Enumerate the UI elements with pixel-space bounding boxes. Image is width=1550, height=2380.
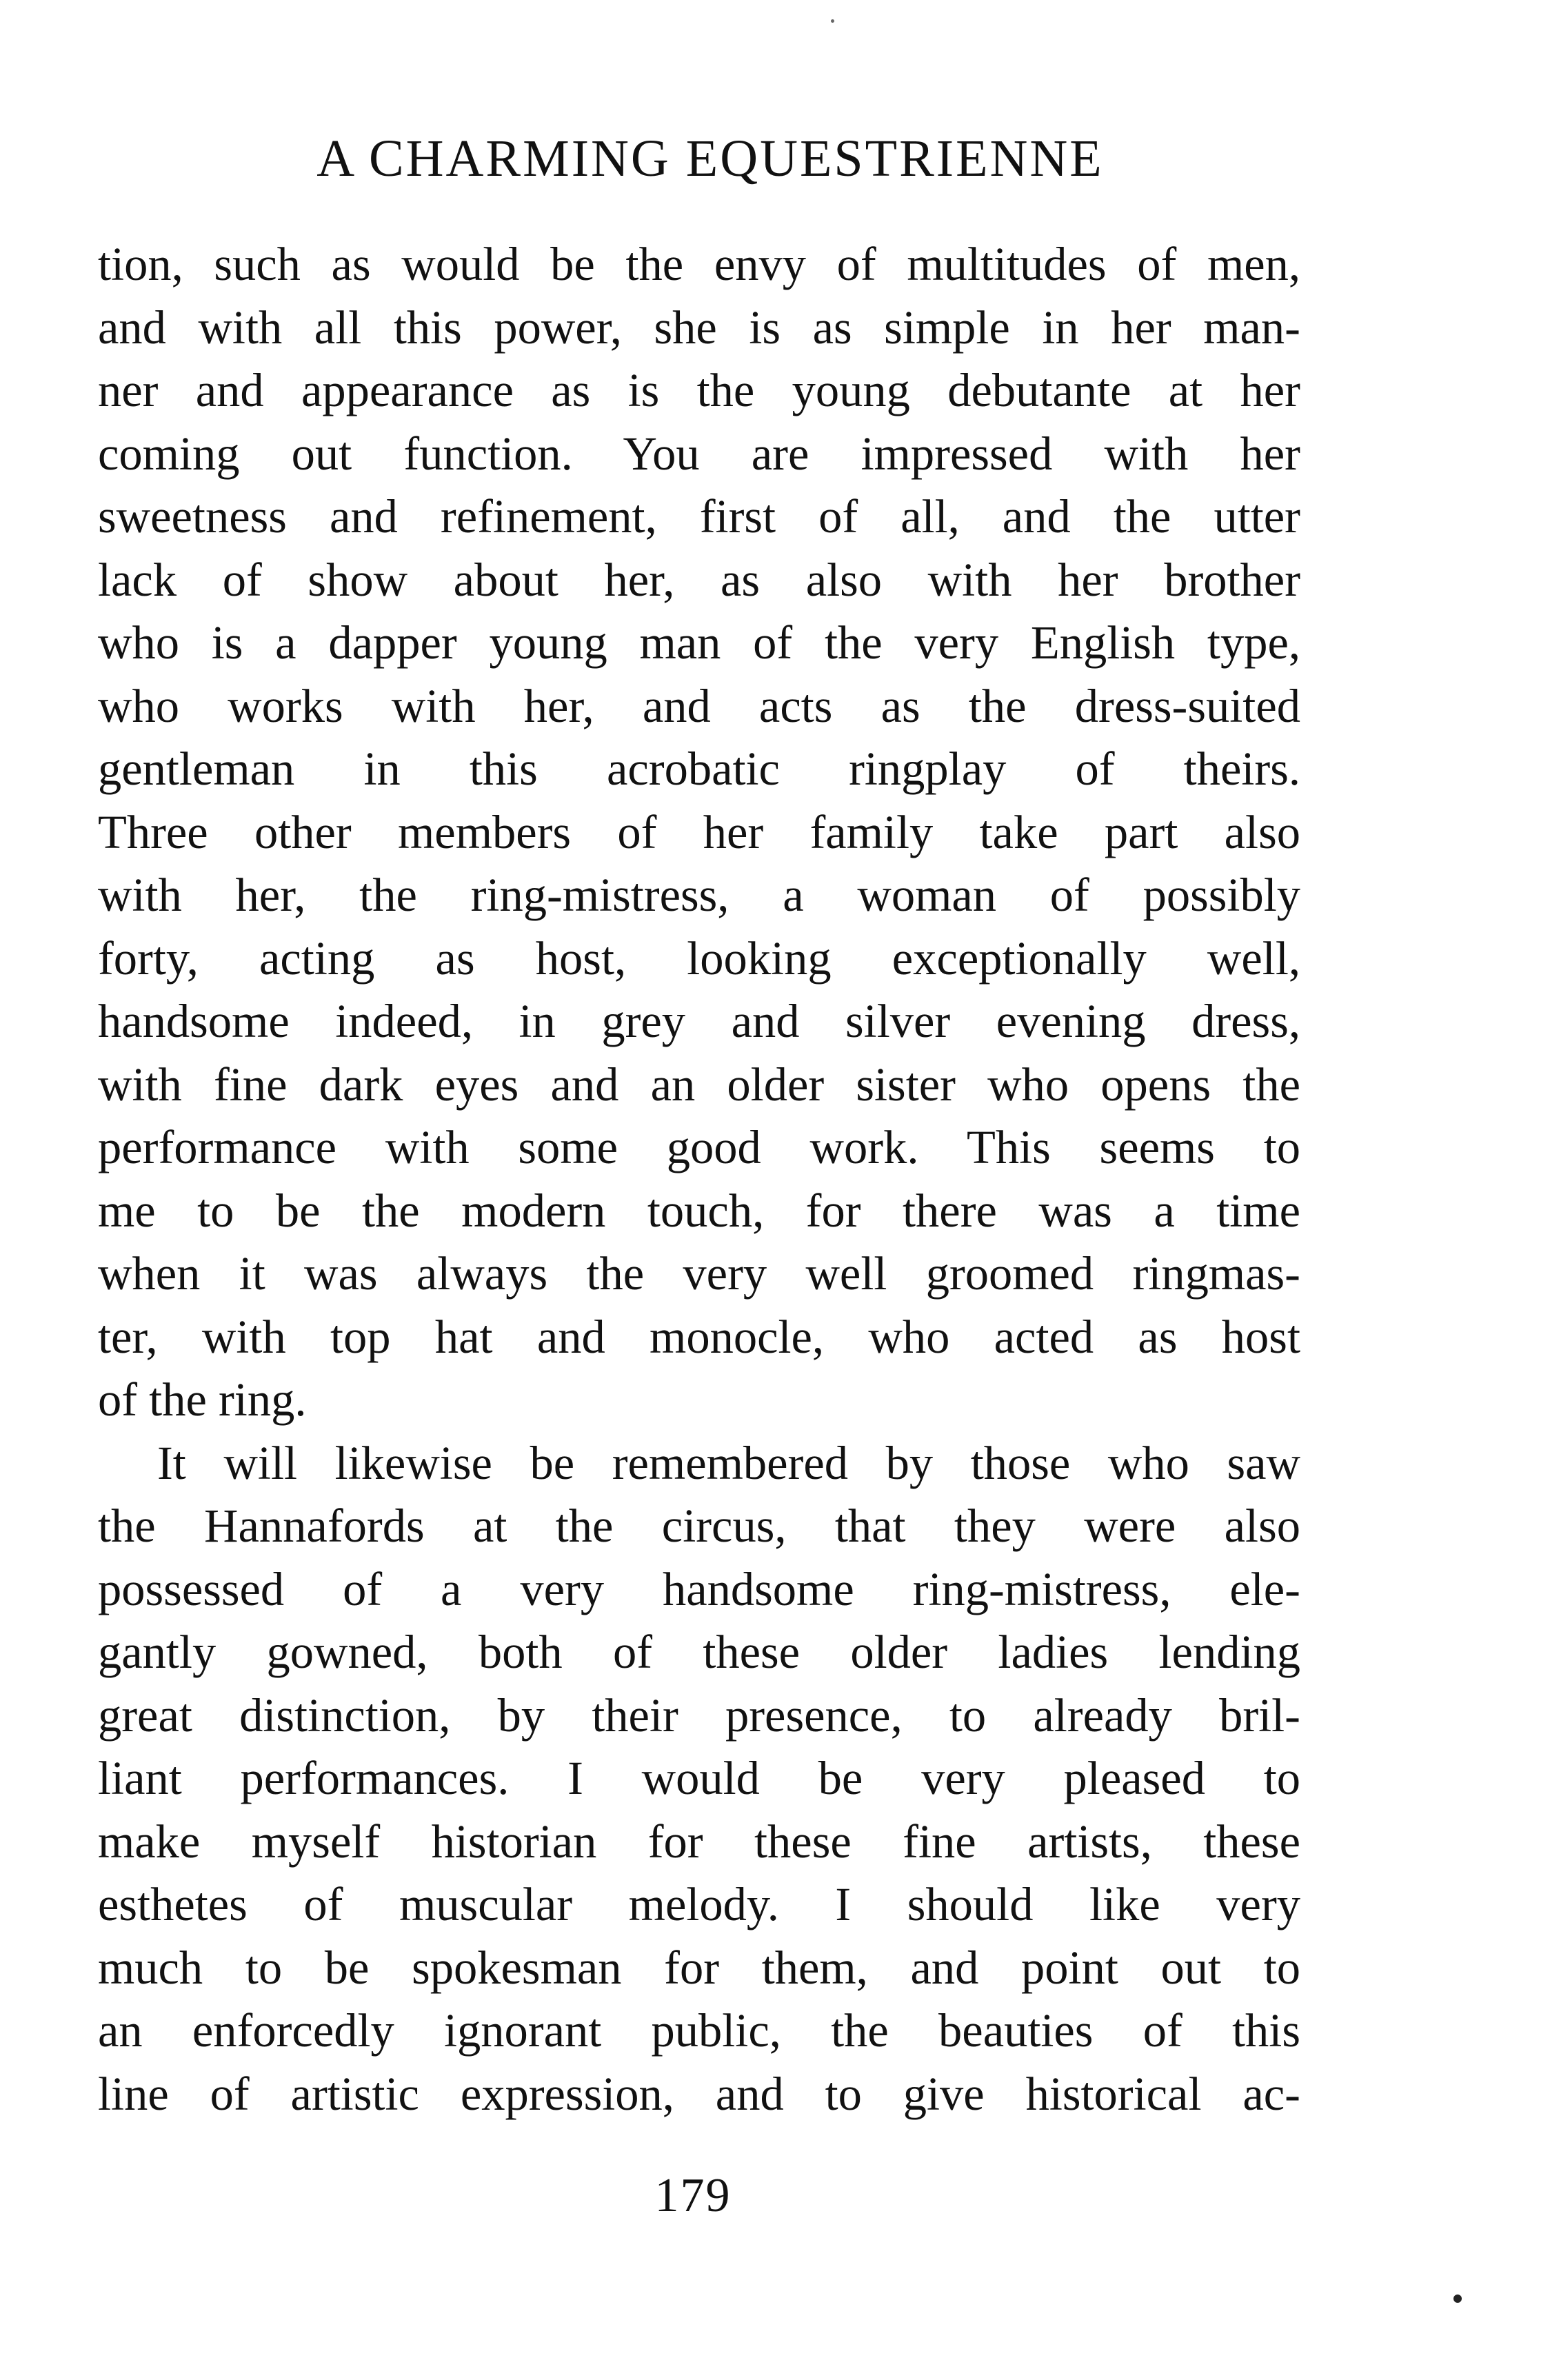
- ink-speck: [831, 19, 834, 23]
- text-line: coming out function. You are impressed with her: [98, 427, 1300, 480]
- text-line: liant performances. I would be very pleased to: [98, 1752, 1300, 1804]
- text-line: It will likewise be remembered by those who saw: [157, 1436, 1300, 1489]
- text-line: line of artistic expression, and to give historical ac-: [98, 2067, 1300, 2120]
- text-line: the Hannafords at the circus, that they were also: [98, 1500, 1300, 1552]
- text-line: esthetes of muscular melody. I should like very: [98, 1878, 1300, 1930]
- text-line: with fine dark eyes and an older sister who opens the: [98, 1058, 1300, 1111]
- text-line: lack of show about her, as also with her brother: [98, 553, 1300, 606]
- text-line: great distinction, by their presence, to already bril-: [98, 1688, 1300, 1742]
- text-line: of the ring.: [98, 1373, 307, 1426]
- text-line: gantly gowned, both of these older ladies lending: [98, 1626, 1300, 1678]
- text-line: Three other members of her family take part also: [98, 805, 1300, 858]
- text-line: who works with her, and acts as the dress-suited: [98, 679, 1300, 732]
- paragraph: [98, 233, 1300, 1432]
- text-line: with her, the ring-mistress, a woman of possibly: [98, 869, 1300, 921]
- ink-speck: [1453, 2295, 1462, 2303]
- text-line: possessed of a very handsome ring-mistress, ele-: [98, 1562, 1300, 1615]
- running-head: A CHARMING EQUESTRIENNE: [316, 130, 1104, 188]
- text-line: ner and appearance as is the young debutante at her: [98, 364, 1300, 416]
- text-line: much to be spokesman for them, and point out to: [98, 1941, 1300, 1994]
- page-number: 179: [654, 2169, 732, 2222]
- text-line: and with all this power, she is as simple in her man-: [98, 301, 1300, 354]
- text-line: me to be the modern touch, for there was a time: [98, 1184, 1300, 1237]
- text-line: tion, such as would be the envy of multitudes of men,: [98, 238, 1300, 290]
- text-line: who is a dapper young man of the very English type,: [98, 616, 1300, 669]
- text-line: sweetness and refinement, first of all, and the utter: [98, 490, 1300, 543]
- body-text: [98, 233, 1300, 2126]
- text-line: ter, with top hat and monocle, who acted as host: [98, 1310, 1300, 1363]
- paragraph: [98, 1432, 1300, 2126]
- text-line: gentleman in this acrobatic ringplay of theirs.: [98, 743, 1300, 795]
- text-line: forty, acting as host, looking exceptionally well,: [98, 931, 1300, 985]
- text-line: make myself historian for these fine artists, these: [98, 1815, 1300, 1868]
- text-line: performance with some good work. This seems to: [98, 1121, 1300, 1173]
- text-line: handsome indeed, in grey and silver evening dress,: [98, 995, 1300, 1047]
- text-line: an enforcedly ignorant public, the beauties of this: [98, 2004, 1300, 2057]
- text-line: when it was always the very well groomed ringmas-: [98, 1247, 1300, 1300]
